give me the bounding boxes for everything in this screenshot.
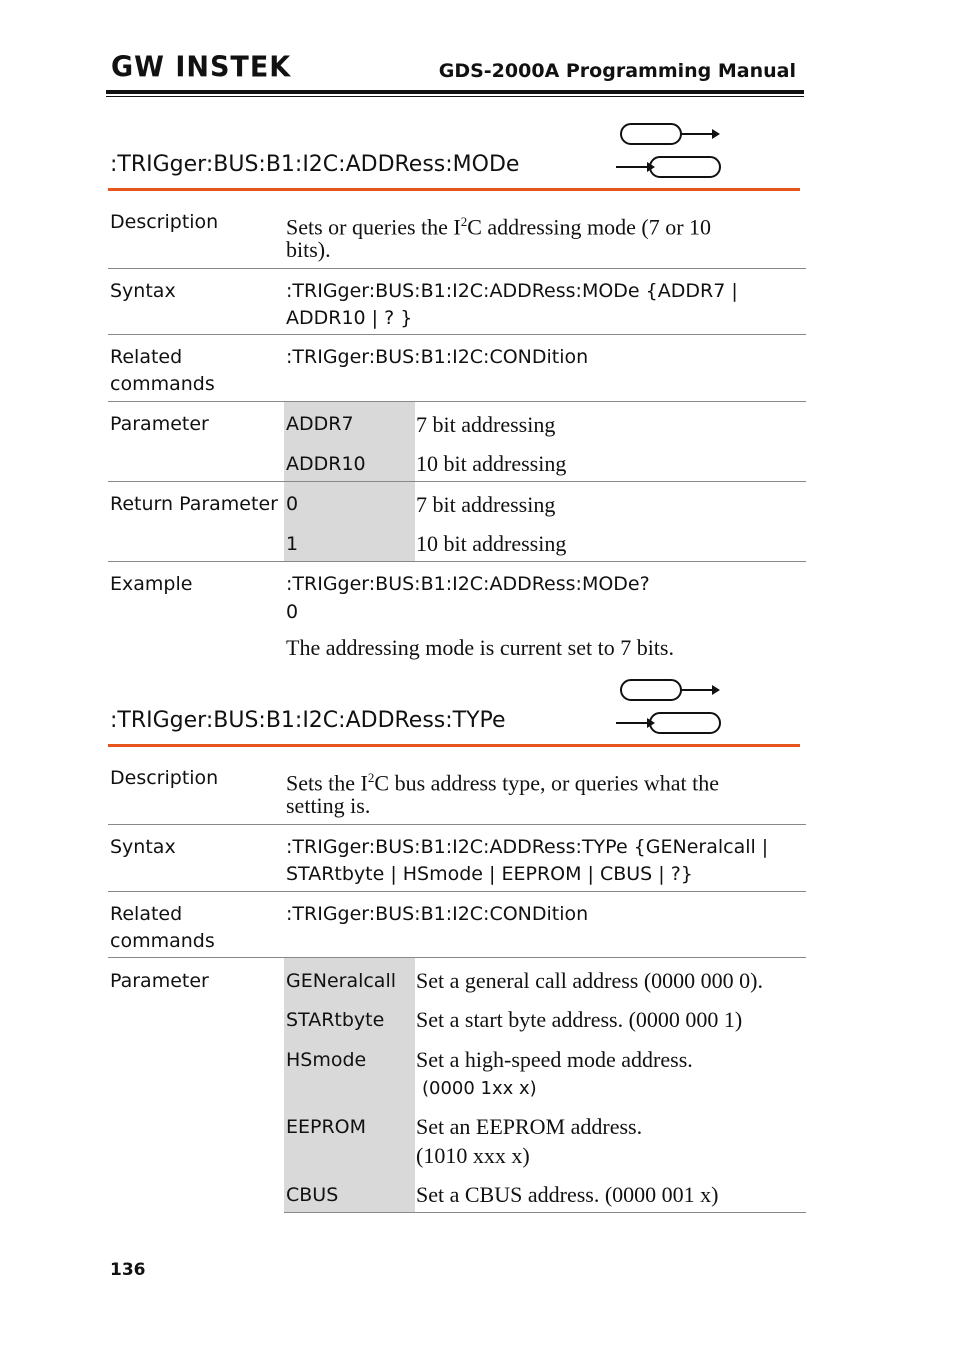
- parameter-desc: 7 bit addressing: [416, 412, 556, 437]
- description-text: Sets the $I^2C$ bus address type, or queries what the: [286, 770, 719, 796]
- row-divider: [108, 334, 806, 335]
- parameter-desc: Set a high-speed mode address.: [416, 1047, 693, 1072]
- example-explanation: The addressing mode is current set to 7 bits.: [286, 635, 674, 660]
- parameter-name: EEPROM: [286, 1116, 367, 1138]
- set-query-icon: [614, 122, 726, 182]
- syntax-line: :TRIGger:BUS:B1:I2C:ADDRess:TYPe {GENeralcall |: [286, 836, 769, 858]
- header-rule-thin: [106, 96, 804, 97]
- related-command: :TRIGger:BUS:B1:I2C:CONDition: [286, 346, 589, 368]
- description-label: Description: [110, 211, 219, 233]
- row-divider: [108, 401, 806, 402]
- syntax-label: Syntax: [110, 280, 176, 302]
- parameter-name-column: [284, 958, 415, 1212]
- parameter-name: GENeralcall: [286, 970, 397, 992]
- return-desc: 7 bit addressing: [416, 492, 556, 517]
- row-divider: [108, 957, 806, 958]
- parameter-desc-detail: (0000 1xx x): [422, 1078, 537, 1099]
- manual-title: GDS-2000A Programming Manual: [438, 60, 796, 82]
- description-label: Description: [110, 767, 219, 789]
- description-text: Sets or queries the $I^2C$ addressing mode (7 or 10: [286, 214, 712, 240]
- parameter-desc: Set a CBUS address. (0000 001 x): [416, 1182, 719, 1207]
- row-divider: [108, 891, 806, 892]
- parameter-desc: 10 bit addressing: [416, 451, 567, 476]
- header-rule: [106, 90, 804, 94]
- command-title: :TRIGger:BUS:B1:I2C:ADDRess:MODe: [110, 152, 520, 177]
- row-divider: [108, 481, 806, 482]
- parameter-name: CBUS: [286, 1184, 339, 1206]
- parameter-name: STARtbyte: [286, 1009, 385, 1031]
- return-desc: 10 bit addressing: [416, 531, 567, 556]
- parameter-label: Parameter: [110, 970, 209, 992]
- parameter-desc: Set a general call address (0000 000 0).: [416, 968, 763, 993]
- title-rule: [108, 744, 800, 747]
- brand-logo: GW INSTEK: [111, 51, 292, 84]
- parameter-name: ADDR10: [286, 453, 366, 475]
- syntax-label: Syntax: [110, 836, 176, 858]
- row-divider: [108, 268, 806, 269]
- syntax-line: STARtbyte | HSmode | EEPROM | CBUS | ?}: [286, 863, 693, 885]
- example-command: :TRIGger:BUS:B1:I2C:ADDRess:MODe?: [286, 573, 650, 595]
- parameter-name: ADDR7: [286, 413, 354, 435]
- title-rule: [108, 188, 800, 191]
- example-label: Example: [110, 573, 193, 595]
- return-value: 0: [286, 493, 299, 515]
- set-query-icon: [614, 678, 726, 738]
- row-divider: [108, 561, 806, 562]
- parameter-desc: Set a start byte address. (0000 000 1): [416, 1007, 743, 1032]
- parameter-desc-detail: (1010 xxx x): [416, 1143, 530, 1168]
- page-number: 136: [110, 1260, 146, 1280]
- parameter-desc: Set an EEPROM address.: [416, 1114, 643, 1139]
- return-name-column: [284, 482, 415, 561]
- return-parameter-label: Return Parameter: [110, 493, 278, 515]
- example-response: 0: [286, 601, 299, 623]
- related-label: Related: [110, 903, 183, 925]
- related-command: :TRIGger:BUS:B1:I2C:CONDition: [286, 903, 589, 925]
- command-title: :TRIGger:BUS:B1:I2C:ADDRess:TYPe: [110, 708, 506, 733]
- syntax-line: :TRIGger:BUS:B1:I2C:ADDRess:MODe {ADDR7 |: [286, 280, 738, 302]
- return-value: 1: [286, 533, 299, 555]
- row-divider: [108, 824, 806, 825]
- related-label: Related: [110, 346, 183, 368]
- syntax-line: ADDR10 | ? }: [286, 307, 413, 329]
- description-text-line2: setting is.: [286, 793, 371, 818]
- related-label: commands: [110, 930, 215, 952]
- parameter-label: Parameter: [110, 413, 209, 435]
- description-text-line2: bits).: [286, 237, 331, 262]
- row-divider: [284, 1212, 806, 1213]
- parameter-name: HSmode: [286, 1049, 367, 1071]
- related-label: commands: [110, 373, 215, 395]
